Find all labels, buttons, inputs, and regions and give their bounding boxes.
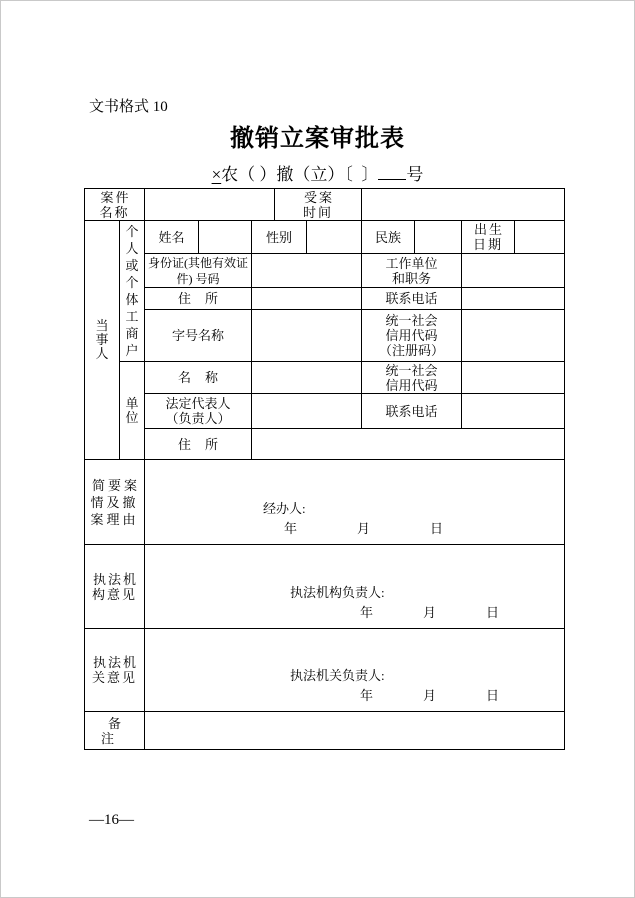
shop-name-label: 字号名称 — [145, 310, 252, 362]
brief-case-label: 简要案 情及撤 案理由 — [85, 460, 145, 545]
doc-number-line — [1, 164, 634, 186]
birth-date-value-cell — [515, 221, 565, 254]
credit-code-reg-label: 统一社会 信用代码 （注册码） — [362, 310, 462, 362]
legal-rep-value-cell — [252, 394, 362, 429]
individual-phone-label: 联系电话 — [362, 288, 462, 310]
individual-phone-value-cell — [462, 288, 565, 310]
work-unit-value-cell — [462, 254, 565, 288]
org-head-signature-label: 执法机构负责人: — [290, 585, 385, 600]
month-label: 月 — [423, 605, 437, 620]
legal-rep-label: 法定代表人 （负责人） — [145, 394, 252, 429]
doc-format-label: 文书格式 10 — [89, 99, 168, 115]
id-number-value-cell — [252, 254, 362, 288]
shop-name-value-cell — [252, 310, 362, 362]
doc-number-body: 农（ ）撤（立）〔 〕 — [221, 165, 379, 184]
gender-label: 性别 — [252, 221, 307, 254]
accept-time-value-cell — [362, 189, 565, 221]
month-label: 月 — [423, 688, 437, 703]
remarks-label: 备注 — [85, 712, 145, 750]
enforcement-agency-opinion-cell — [145, 629, 565, 712]
case-name-value-cell — [145, 189, 275, 221]
party-label: 当 事 人 — [85, 221, 120, 460]
ethnic-value-cell — [415, 221, 462, 254]
unit-address-label: 住所 — [145, 429, 252, 460]
agency-date-line — [360, 686, 564, 706]
name-value-cell — [199, 221, 252, 254]
month-label: 月 — [357, 521, 371, 536]
agency-head-signature-label: 执法机关负责人: — [290, 668, 385, 683]
org-date-line — [360, 603, 564, 623]
birth-date-label: 出生 日期 — [462, 221, 515, 254]
unit-name-label: 名称 — [145, 362, 252, 394]
day-label: 日 — [430, 521, 444, 536]
enforcement-org-opinion-label: 执法机 构意见 — [85, 545, 145, 629]
case-name-label: 案件 名称 — [85, 189, 145, 221]
gender-value-cell — [307, 221, 362, 254]
name-label: 姓名 — [145, 221, 199, 254]
doc-number-suffix: 号 — [406, 165, 424, 184]
brief-case-content-cell — [145, 460, 565, 545]
day-label: 日 — [486, 605, 500, 620]
year-label: 年 — [360, 688, 374, 703]
doc-number-blank — [378, 166, 406, 180]
handler-signature-label: 经办人: — [263, 501, 306, 516]
doc-title: 撤销立案审批表 — [230, 126, 405, 152]
day-label: 日 — [486, 688, 500, 703]
unit-category-label: 单 位 — [120, 362, 145, 460]
unit-credit-code-value-cell — [462, 362, 565, 394]
year-label: 年 — [360, 605, 374, 620]
enforcement-agency-opinion-label: 执法机 关意见 — [85, 629, 145, 712]
year-label: 年 — [284, 521, 298, 536]
unit-phone-value-cell — [462, 394, 565, 429]
doc-number-mark: × — [211, 165, 222, 184]
enforcement-org-opinion-cell — [145, 545, 565, 629]
credit-code-reg-value-cell — [462, 310, 565, 362]
individual-address-value-cell — [252, 288, 362, 310]
unit-phone-label: 联系电话 — [362, 394, 462, 429]
brief-date-line — [284, 519, 564, 539]
unit-name-value-cell — [252, 362, 362, 394]
accept-time-label: 受案 时间 — [275, 189, 362, 221]
remarks-value-cell — [145, 712, 565, 750]
unit-address-value-cell — [252, 429, 565, 460]
individual-category-label: 个 人 或 个 体 工 商 户 — [120, 221, 145, 362]
individual-address-label: 住所 — [145, 288, 252, 310]
ethnic-label: 民族 — [362, 221, 415, 254]
approval-form-table — [84, 188, 565, 750]
page-number: —16— — [89, 812, 134, 828]
work-unit-label: 工作单位 和职务 — [362, 254, 462, 288]
unit-credit-code-label: 统一社会 信用代码 — [362, 362, 462, 394]
id-number-label: 身份证(其他有效证 件) 号码 — [145, 254, 252, 288]
